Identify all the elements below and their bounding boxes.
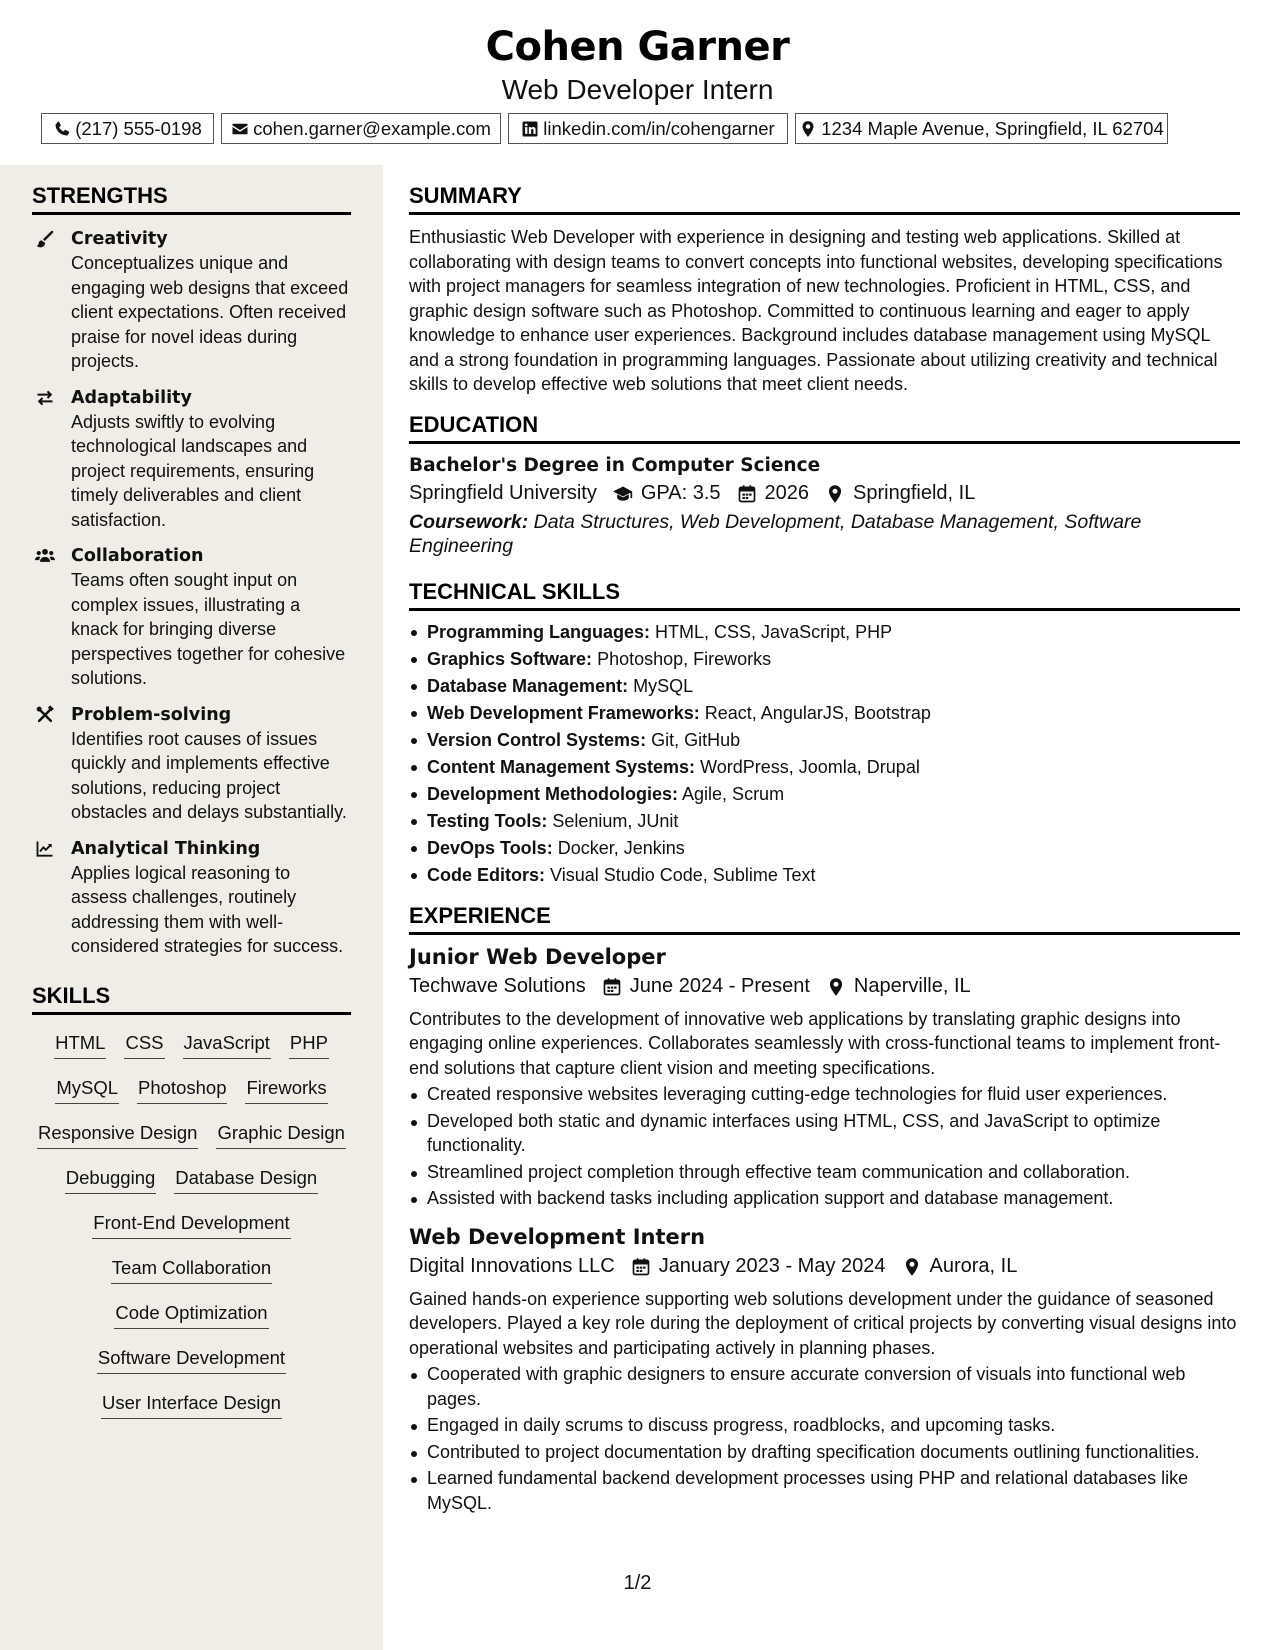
skill-chip: JavaScript: [183, 1031, 271, 1059]
technical-skill-value: MySQL: [633, 675, 694, 696]
technical-skill-label: Programming Languages:: [427, 621, 651, 642]
experience-title: EXPERIENCE: [409, 903, 1240, 935]
education-degree: Bachelor's Degree in Computer Science: [409, 454, 821, 476]
technical-skill-label: Testing Tools:: [427, 810, 548, 831]
education-meta: [409, 478, 1240, 510]
technical-skills-title: TECHNICAL SKILLS: [409, 579, 1240, 611]
technical-skill-item: [409, 835, 1240, 862]
job-bullet: Developed both static and dynamic interfaces using HTML, CSS, and JavaScript to optimize functionality.: [409, 1109, 1240, 1158]
sidebar: [0, 165, 383, 1650]
location-pin-icon: [902, 1257, 922, 1277]
contact-address-text: 1234 Maple Avenue, Springfield, IL 62704: [821, 117, 1164, 139]
contact-linkedin[interactable]: [508, 113, 788, 144]
strength-title: Adaptability: [71, 387, 192, 408]
technical-skill-label: Database Management:: [427, 675, 629, 696]
contact-row: [41, 113, 1168, 144]
skills-row: [92, 1211, 290, 1256]
summary-title: SUMMARY: [409, 183, 1240, 215]
job-title: Junior Web Developer: [409, 944, 666, 969]
skill-chip: Fireworks: [245, 1076, 327, 1104]
strengths-title: STRENGTHS: [32, 183, 351, 215]
job-bullet: Assisted with backend tasks including application support and database management.: [409, 1186, 1240, 1211]
strength-collaboration: [32, 544, 351, 691]
strength-desc: Adjusts swiftly to evolving technological landscapes and project requirements, ensuring timely deliverables and client satisfaction.: [71, 411, 315, 530]
technical-skills-list: [409, 619, 1240, 889]
contact-email[interactable]: [221, 113, 501, 144]
education-school: Springfield University: [409, 482, 597, 504]
technical-skill-value: React, AngularJS, Bootstrap: [704, 702, 931, 723]
technical-skill-item: [409, 646, 1240, 673]
technical-skill-value: Docker, Jenkins: [557, 837, 685, 858]
contact-phone-text: (217) 555-0198: [75, 117, 202, 139]
skill-chip: Database Design: [174, 1166, 318, 1194]
strength-desc: Applies logical reasoning to assess challenges, routinely addressing them with well-considered strategies for success.: [71, 862, 344, 956]
job-dates: June 2024 - Present: [629, 975, 810, 997]
graduation-cap-icon: [613, 484, 633, 504]
job-location: Naperville, IL: [853, 975, 971, 997]
strength-problem-solving: [32, 703, 351, 825]
technical-skill-item: [409, 700, 1240, 727]
technical-skill-item: [409, 754, 1240, 781]
experience-list: [409, 943, 1240, 1516]
strength-title: Creativity: [71, 229, 168, 249]
strength-desc: Identifies root causes of issues quickly and implements effective solutions, reducing project obstacles and delays substantially.: [71, 728, 347, 822]
technical-skill-label: Web Development Frameworks:: [427, 702, 700, 723]
location-pin-icon: [826, 977, 846, 997]
job-bullet: Streamlined project completion through effective team communication and collaboration.: [409, 1160, 1240, 1185]
swap-arrows-icon: [34, 388, 56, 408]
strength-title: Problem-solving: [71, 704, 232, 725]
skill-chip: Responsive Design: [37, 1121, 198, 1149]
technical-skill-value: HTML, CSS, JavaScript, PHP: [655, 621, 893, 642]
technical-skill-label: DevOps Tools:: [427, 837, 553, 858]
job-bullet: Learned fundamental backend development processes using PHP and relational databases like MySQL.: [409, 1466, 1240, 1515]
technical-skill-value: Git, GitHub: [651, 729, 741, 750]
strength-title: Analytical Thinking: [71, 838, 261, 859]
skill-chip: PHP: [289, 1031, 329, 1059]
coursework-list: Data Structures, Web Development, Database Management, Software Engineering: [409, 510, 1142, 557]
contact-linkedin-text: linkedin.com/in/cohengarner: [543, 117, 775, 139]
skill-chip: Front-End Development: [92, 1211, 290, 1239]
job-description: Contributes to the development of innovative web applications by translating graphic designs into engaging online experiences. Collaborates seamlessly with cross-functional teams to implement front-end solutions that capture client vision and meeting specifications.: [409, 1008, 1221, 1078]
job-bullet: Engaged in daily scrums to discuss progress, roadblocks, and upcoming tasks.: [409, 1413, 1240, 1438]
page-number: 1/2: [623, 1572, 652, 1594]
technical-skill-value: WordPress, Joomla, Drupal: [700, 756, 920, 777]
job-bullet: Cooperated with graphic designers to ensure accurate conversion of visuals into functional web pages.: [409, 1362, 1240, 1411]
job-description: Gained hands-on experience supporting web solutions development under the guidance of seasoned developers. Played a key role during the deployment of critical projects by converting visual designs into operational websites and participating actively in planning phases.: [409, 1288, 1237, 1358]
technical-skill-item: [409, 781, 1240, 808]
technical-skill-item: [409, 619, 1240, 646]
job-bullet: Created responsive websites leveraging cutting-edge technologies for fluid user experiences.: [409, 1082, 1240, 1107]
candidate-name: Cohen Garner: [485, 24, 790, 70]
job-bullets: [409, 1082, 1240, 1211]
skills-chips: [32, 1031, 351, 1436]
skill-chip: Photoshop: [137, 1076, 227, 1104]
technical-skill-label: Code Editors:: [427, 864, 546, 885]
envelope-icon: [231, 120, 249, 138]
job-bullets: [409, 1362, 1240, 1515]
skills-row: [101, 1391, 282, 1436]
skill-chip: Graphic Design: [216, 1121, 346, 1149]
contact-email-text: cohen.garner@example.com: [253, 117, 491, 139]
line-chart-icon: [34, 839, 56, 859]
technical-skill-item: [409, 808, 1240, 835]
calendar-icon: [602, 977, 622, 997]
main-content: [409, 165, 1240, 1515]
strength-desc: Conceptualizes unique and engaging web designs that exceed client expectations. Often received praise for novel ideas during projects.: [71, 253, 349, 371]
skills-row: [111, 1256, 272, 1301]
linkedin-icon: [521, 120, 539, 138]
tools-icon: [34, 705, 56, 725]
education-year: 2026: [764, 482, 810, 504]
education-title: EDUCATION: [409, 412, 1240, 444]
coursework: [409, 510, 1240, 559]
technical-skill-item: [409, 673, 1240, 700]
job-bullet: Contributed to project documentation by drafting specification documents outlining functionalities.: [409, 1440, 1240, 1465]
calendar-icon: [631, 1257, 651, 1277]
resume-header: [0, 0, 1275, 165]
strength-adaptability: [32, 386, 351, 533]
job-company: Digital Innovations LLC: [409, 1255, 615, 1277]
phone-icon: [53, 120, 71, 138]
education-location: Springfield, IL: [853, 482, 976, 504]
skill-chip: Software Development: [97, 1346, 286, 1374]
location-pin-icon: [825, 484, 845, 504]
job-location: Aurora, IL: [929, 1255, 1018, 1277]
technical-skill-label: Version Control Systems:: [427, 729, 647, 750]
skills-row: [55, 1076, 327, 1121]
skill-chip: User Interface Design: [101, 1391, 282, 1419]
skill-chip: MySQL: [55, 1076, 119, 1104]
job-title: Web Development Intern: [409, 1224, 706, 1249]
paintbrush-icon: [34, 229, 56, 249]
skills-title: SKILLS: [32, 983, 351, 1015]
technical-skill-label: Development Methodologies:: [427, 783, 679, 804]
strength-analytical-thinking: [32, 837, 351, 959]
technical-skill-value: Visual Studio Code, Sublime Text: [550, 864, 816, 885]
technical-skill-label: Content Management Systems:: [427, 756, 696, 777]
technical-skill-value: Agile, Scrum: [682, 783, 785, 804]
strength-title: Collaboration: [71, 546, 204, 566]
education-gpa: GPA: 3.5: [640, 482, 721, 504]
strength-desc: Teams often sought input on complex issues, illustrating a knack for bringing diverse perspectives together for cohesive solutions.: [71, 570, 346, 688]
skills-row: [114, 1301, 268, 1346]
job-meta: [409, 1251, 1240, 1283]
location-pin-icon: [799, 120, 817, 138]
job-entry: [409, 943, 1240, 1211]
job-entry: [409, 1223, 1240, 1516]
skills-row: [97, 1346, 286, 1391]
calendar-icon: [737, 484, 757, 504]
skill-chip: HTML: [54, 1031, 106, 1059]
skills-row: [37, 1121, 346, 1166]
contact-address: [795, 113, 1168, 144]
job-meta: [409, 971, 1240, 1003]
coursework-label: Coursework:: [409, 510, 529, 533]
contact-phone[interactable]: [41, 113, 214, 144]
summary-text: Enthusiastic Web Developer with experience in designing and testing web applications. Skilled at collaborating with design teams to convert concepts into functional websites, developing specifications with project managers for seamless integration of new technologies. Proficient in HTML, CSS, and graphic design software such as Photoshop. Committed to continuous learning and eager to apply knowledge to enhance user experiences. Background includes database management using MySQL and a strong foundation in programming languages. Passionate about utilizing creativity and technical skills to develop effective web solutions that meet client needs.: [409, 227, 1223, 394]
strength-creativity: [32, 227, 351, 374]
users-icon: [34, 546, 56, 566]
skills-row: [54, 1031, 329, 1076]
job-company: Techwave Solutions: [409, 975, 586, 997]
technical-skill-value: Selenium, JUnit: [552, 810, 679, 831]
job-dates: January 2023 - May 2024: [658, 1255, 886, 1277]
skill-chip: Code Optimization: [114, 1301, 268, 1329]
technical-skill-value: Photoshop, Fireworks: [597, 648, 772, 669]
technical-skill-item: [409, 727, 1240, 754]
skill-chip: Debugging: [65, 1166, 157, 1194]
skill-chip: CSS: [124, 1031, 164, 1059]
technical-skill-label: Graphics Software:: [427, 648, 593, 669]
skills-row: [65, 1166, 318, 1211]
candidate-title: Web Developer Intern: [501, 74, 774, 105]
skill-chip: Team Collaboration: [111, 1256, 272, 1284]
technical-skill-item: [409, 862, 1240, 889]
